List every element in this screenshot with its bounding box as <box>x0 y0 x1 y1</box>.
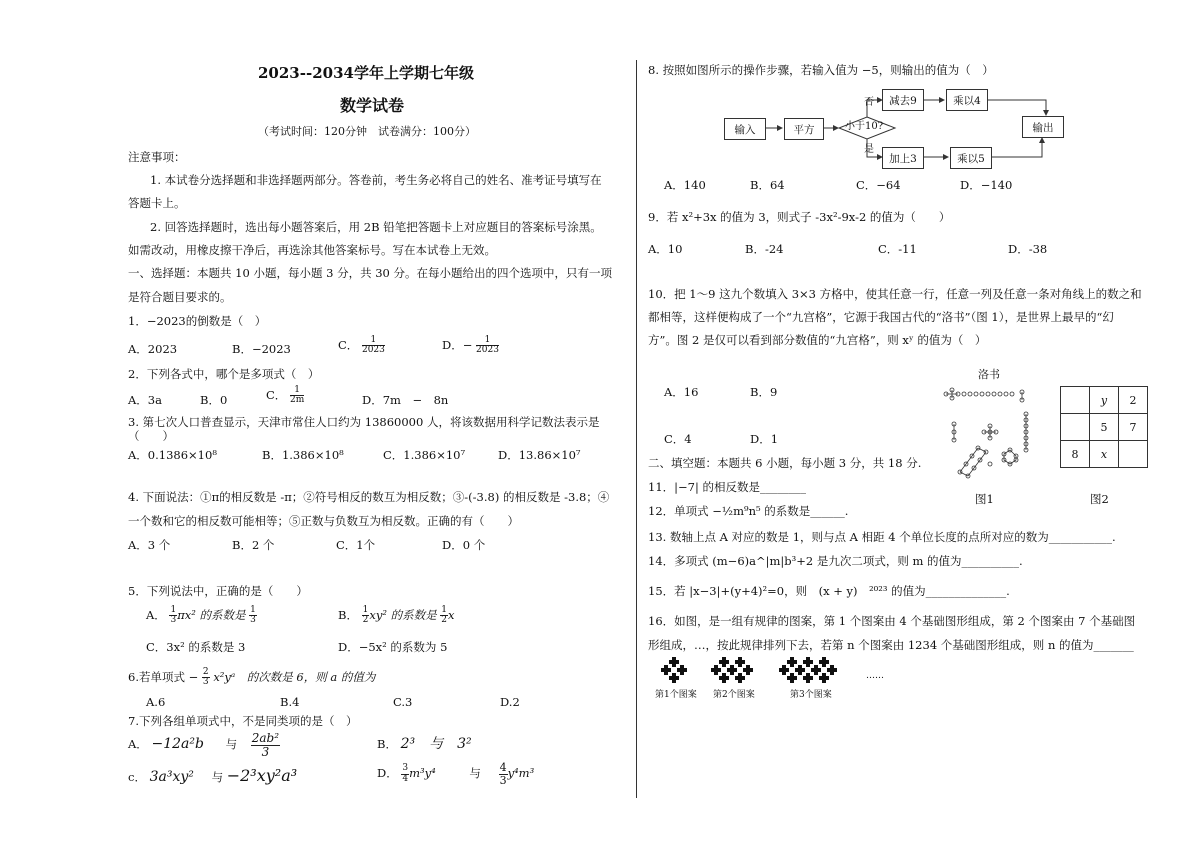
q5-b-coef-num: 1 <box>362 605 369 615</box>
q2-c-num: 1 <box>290 386 304 396</box>
q7-d-num2: 4 <box>499 761 507 774</box>
q6-stem-post: x²yᵃ 的次数是 6，则 a 的值为 <box>213 669 376 684</box>
grid-row <box>1061 387 1148 414</box>
q6-option-d: D.2 <box>500 695 520 709</box>
grid-cell: y <box>1090 387 1119 414</box>
q7-d-label: D． <box>377 766 398 781</box>
q3-option-d: D．13.86×10⁷ <box>498 448 581 462</box>
q6-den: 3 <box>202 677 209 688</box>
q5-b-label: B． <box>338 607 358 622</box>
q6-num: 2 <box>202 667 209 677</box>
q10-option-b: B．9 <box>750 385 778 399</box>
q10-option-a: A．16 <box>664 385 699 399</box>
q3-stem: 3. 第七次人口普查显示，天津市常住人口约为 13860000 人，将该数据用科学记数法表示是 <box>128 415 600 429</box>
q16-pattern-figure <box>650 655 890 695</box>
flow-yes-label: 是 <box>864 144 874 155</box>
q5-a-num: 1 <box>250 605 256 615</box>
luoshu-figure <box>940 384 1036 480</box>
notice-item2-line1: 2. 回答选择题时，选出每小题答案后，用 2B 铅笔把答题卡上对应题目的答案标号涂黑。 <box>150 220 602 234</box>
column-divider <box>636 60 637 798</box>
grid-cell: 5 <box>1090 414 1119 441</box>
q5-option-a <box>146 606 257 626</box>
section1-line1: 一、选择题：本题共 10 小题，每小题 3 分，共 30 分。在每小题给出的四个选项中，只有一项 <box>128 266 613 280</box>
q7-a-with: 与 <box>225 737 238 752</box>
q2-stem: 2．下列各式中，哪个是多项式（ ） <box>128 367 320 381</box>
grid-cell <box>1119 441 1148 468</box>
q5-stem: 5．下列说法中，正确的是（ ） <box>128 584 308 598</box>
notice-item1-line2: 答题卡上。 <box>128 196 186 210</box>
q7-d-expr1: m³y⁴ <box>409 766 436 781</box>
q8-option-b: B．64 <box>750 178 785 192</box>
flow-sub9-box: 减去9 <box>882 89 924 111</box>
q5-b-den: 2 <box>441 615 447 626</box>
q7-b-label: B． <box>377 737 397 751</box>
q9-option-c: C．-11 <box>878 242 917 256</box>
q5-a-coef-den: 3 <box>170 615 177 626</box>
flow-output-box: 输出 <box>1022 116 1064 138</box>
q5-a-fraction <box>249 606 257 626</box>
grid-cell <box>1061 387 1090 414</box>
q1-option-d <box>442 336 499 356</box>
q7-a-den: 3 <box>261 744 270 759</box>
q8-option-a: A．140 <box>664 178 706 192</box>
exam-subtitle: 数学试卷 <box>340 96 405 115</box>
q7-a-fraction <box>251 732 280 758</box>
exam-title: 2023--2034学年上学期七年级 <box>258 64 474 82</box>
q7-option-a <box>128 732 280 758</box>
q16-caption1: 第1个图案 <box>655 690 697 700</box>
q10-line2: 都相等，这样便构成了一个“九宫格”，它源于我国古代的“洛书”（图 1），是世界上最早的“幻 <box>648 310 1114 324</box>
q1-c-num: 1 <box>362 336 385 346</box>
q10-option-d: D．1 <box>750 432 779 446</box>
notice-item2-line2: 如需改动，用橡皮擦干净后，再选涂其他答案标号。写在本试卷上无效。 <box>128 243 496 257</box>
q7-d-num1: 3 <box>402 763 409 774</box>
q7-d-den2: 3 <box>499 773 507 787</box>
flow-square-box: 平方 <box>784 118 824 140</box>
q1-c-den: 2023 <box>361 345 385 356</box>
grid-cell <box>1061 414 1090 441</box>
q7-option-c <box>128 766 297 787</box>
q7-c-with: 与 <box>211 770 224 784</box>
pattern3 <box>779 657 837 683</box>
q5-a-label: A． <box>146 607 166 622</box>
q9-option-b: B．-24 <box>745 242 784 256</box>
q10-line1: 10．把 1～9 这九个数填入 3×3 方格中，使其任意一行，任意一列及任意一条对角线上的数之和 <box>648 287 1142 301</box>
q7-option-b <box>377 736 472 754</box>
q9-option-d: D．-38 <box>1008 242 1048 256</box>
q7-d-expr2: y⁴m³ <box>507 766 535 781</box>
q15-text: 15．若 |x−3|+(y+4)²=0，则 (x + y) ²⁰²³ 的值为______________. <box>648 584 1010 598</box>
q8-option-c: C．−64 <box>856 178 901 192</box>
q16-caption3: 第3个图案 <box>790 690 832 700</box>
q2-option-a: A．3a <box>128 393 162 407</box>
q4-option-b: B．2 个 <box>232 538 275 552</box>
q5-b-coef-den: 2 <box>362 615 369 626</box>
q1-d-label: D．− <box>442 337 473 352</box>
q5-option-b <box>338 606 454 626</box>
q3-option-b: B．1.386×10⁸ <box>262 448 344 462</box>
q7-d-with: 与 <box>469 766 481 781</box>
q4-option-c: C．1个 <box>336 538 376 552</box>
q12-text: 12．单项式 −½m⁹n⁵ 的系数是______. <box>648 504 849 518</box>
q7-a-label: A． <box>128 737 148 752</box>
q1-c-label: C． <box>338 337 359 352</box>
flow-add3-box: 加上3 <box>882 147 924 169</box>
q16-line2: 形组成，…，按此规律排列下去，若第 n 个图案由 1234 个基础图形组成，则 n 的值为_______ <box>648 638 1134 652</box>
q7-a-num: 2ab² <box>251 731 280 745</box>
q7-stem: 7.下列各组单项式中，不是同类项的是（ ） <box>128 714 358 728</box>
q6-option-c: C.3 <box>393 695 413 709</box>
grid-cell: x <box>1090 441 1119 468</box>
fig1-caption: 图1 <box>975 492 994 506</box>
q10-line3: 方”。图 2 是仅可以看到部分数值的“九宫格”，则 xʸ 的值为（ ） <box>648 333 987 347</box>
q7-d-fraction2 <box>499 762 508 786</box>
q4-line2: 一个数和它的相反数可能相等；⑤正数与负数互为相反数。正确的有（ ） <box>128 514 519 528</box>
grid-cell: 7 <box>1119 414 1148 441</box>
q7-option-d <box>377 762 534 786</box>
q7-a-expr1: −12a²b <box>151 736 204 753</box>
q16-line1: 16．如图，是一组有规律的图案，第 1 个图案由 4 个基础图形组成，第 2 个图案由 7 个基础图 <box>648 614 1136 628</box>
q2-c-label: C． <box>266 387 287 402</box>
q2-c-fraction <box>290 386 304 406</box>
q7-d-den1: 4 <box>402 773 409 784</box>
q1-d-num: 1 <box>476 336 499 346</box>
q3-option-c: C．1.386×10⁷ <box>383 448 466 462</box>
q4-option-a: A．3 个 <box>128 538 171 552</box>
q2-option-d: D．7m − 8n <box>362 393 449 407</box>
q4-option-d: D．0 个 <box>442 538 486 552</box>
q11-text: 11．|−7| 的相反数是________ <box>648 480 806 494</box>
q7-c-label: c． <box>128 770 146 784</box>
q1-d-fraction <box>476 336 499 356</box>
q5-b-text: xy² 的系数是 <box>369 607 437 622</box>
q6-stem <box>128 668 375 688</box>
fig2-caption: 图2 <box>1090 492 1109 506</box>
grid-cell: 2 <box>1119 387 1148 414</box>
grid-cell: 8 <box>1061 441 1090 468</box>
flow-mul4-box: 乘以4 <box>946 89 988 111</box>
q3-option-a: A．0.1386×10⁸ <box>128 448 217 462</box>
q6-option-a: A.6 <box>146 695 166 709</box>
q10-option-c: C．4 <box>664 432 692 446</box>
q5-b-num: 1 <box>441 605 447 615</box>
q8-stem: 8. 按照如图所示的操作步骤，若输入值为 −5，则输出的值为（ ） <box>648 63 994 77</box>
magic-square-grid <box>1060 386 1148 468</box>
q5-a-text: πx² 的系数是 <box>177 607 246 622</box>
q7-c-expr2: −2³xy²a³ <box>226 766 298 785</box>
q9-stem: 9．若 x²+3x 的值为 3，则式子 -3x²-9x-2 的值为（ ） <box>648 210 951 224</box>
q6-option-b: B.4 <box>280 695 300 709</box>
q16-caption2: 第2个图案 <box>713 690 755 700</box>
q8-option-d: D．−140 <box>960 178 1013 192</box>
q6-stem-pre: 6.若单项式 − <box>128 669 199 684</box>
luoshu-title: 洛书 <box>978 368 1000 381</box>
q2-option-c <box>266 386 304 406</box>
flow-mul5-box: 乘以5 <box>950 147 992 169</box>
flow-no-label: 否 <box>864 97 874 108</box>
q6-fraction <box>202 668 210 688</box>
q5-option-c: C．3x² 的系数是 3 <box>146 640 246 654</box>
q1-option-b: B．−2023 <box>232 342 291 356</box>
q3-stem2: （ ） <box>128 429 174 443</box>
notice-heading: 注意事项： <box>128 150 186 164</box>
q5-a-den: 3 <box>250 615 256 626</box>
q5-a-coef-num: 1 <box>170 605 177 615</box>
grid-row <box>1061 441 1148 468</box>
q16-ellipsis: …… <box>866 671 884 681</box>
q2-c-den: 2m <box>289 395 305 406</box>
pattern1 <box>661 657 687 683</box>
q14-text: 14．多项式 (m−6)a^|m|b³+2 是九次二项式，则 m 的值为__________. <box>648 554 1023 568</box>
notice-item1-line1: 1. 本试卷分选择题和非选择题两部分。答卷前，考生务必将自己的姓名、准考证号填写在 <box>150 173 602 187</box>
exam-info: （考试时间：120分钟 试卷满分：100分） <box>258 125 476 138</box>
q5-b-x: x <box>447 607 455 622</box>
q1-stem: 1．−2023的倒数是（ ） <box>128 314 267 328</box>
q1-option-c <box>338 336 385 356</box>
q1-option-a: A．2023 <box>128 342 178 356</box>
q5-b-fraction <box>440 606 448 626</box>
q9-option-a: A．10 <box>648 242 683 256</box>
flow-decision-label: 小于10? <box>845 121 884 132</box>
section2-heading: 二、填空题：本题共 6 小题，每小题 3 分，共 18 分. <box>648 456 922 470</box>
pattern2 <box>711 657 753 683</box>
q7-c-expr1: 3a³xy² <box>149 769 194 785</box>
q7-d-fraction1 <box>401 764 409 784</box>
flow-input-box: 输入 <box>724 118 766 140</box>
q1-d-den: 2023 <box>476 345 499 356</box>
q5-option-d: D．−5x² 的系数为 5 <box>338 640 448 654</box>
grid-row <box>1061 414 1148 441</box>
q4-line1: 4. 下面说法：①π的相反数是 -π；②符号相反的数互为相反数；③-(-3.8) 的相反数是 -3.8；④ <box>128 490 610 504</box>
section1-line2: 是符合题目要求的。 <box>128 290 232 304</box>
q2-option-b: B．0 <box>200 393 228 407</box>
q13-text: 13. 数轴上点 A 对应的数是 1，则与点 A 相距 4 个单位长度的点所对应的数为___________. <box>648 530 1116 544</box>
q7-b-expr: 2³ 与 3² <box>400 736 472 752</box>
q1-c-fraction <box>362 336 385 356</box>
